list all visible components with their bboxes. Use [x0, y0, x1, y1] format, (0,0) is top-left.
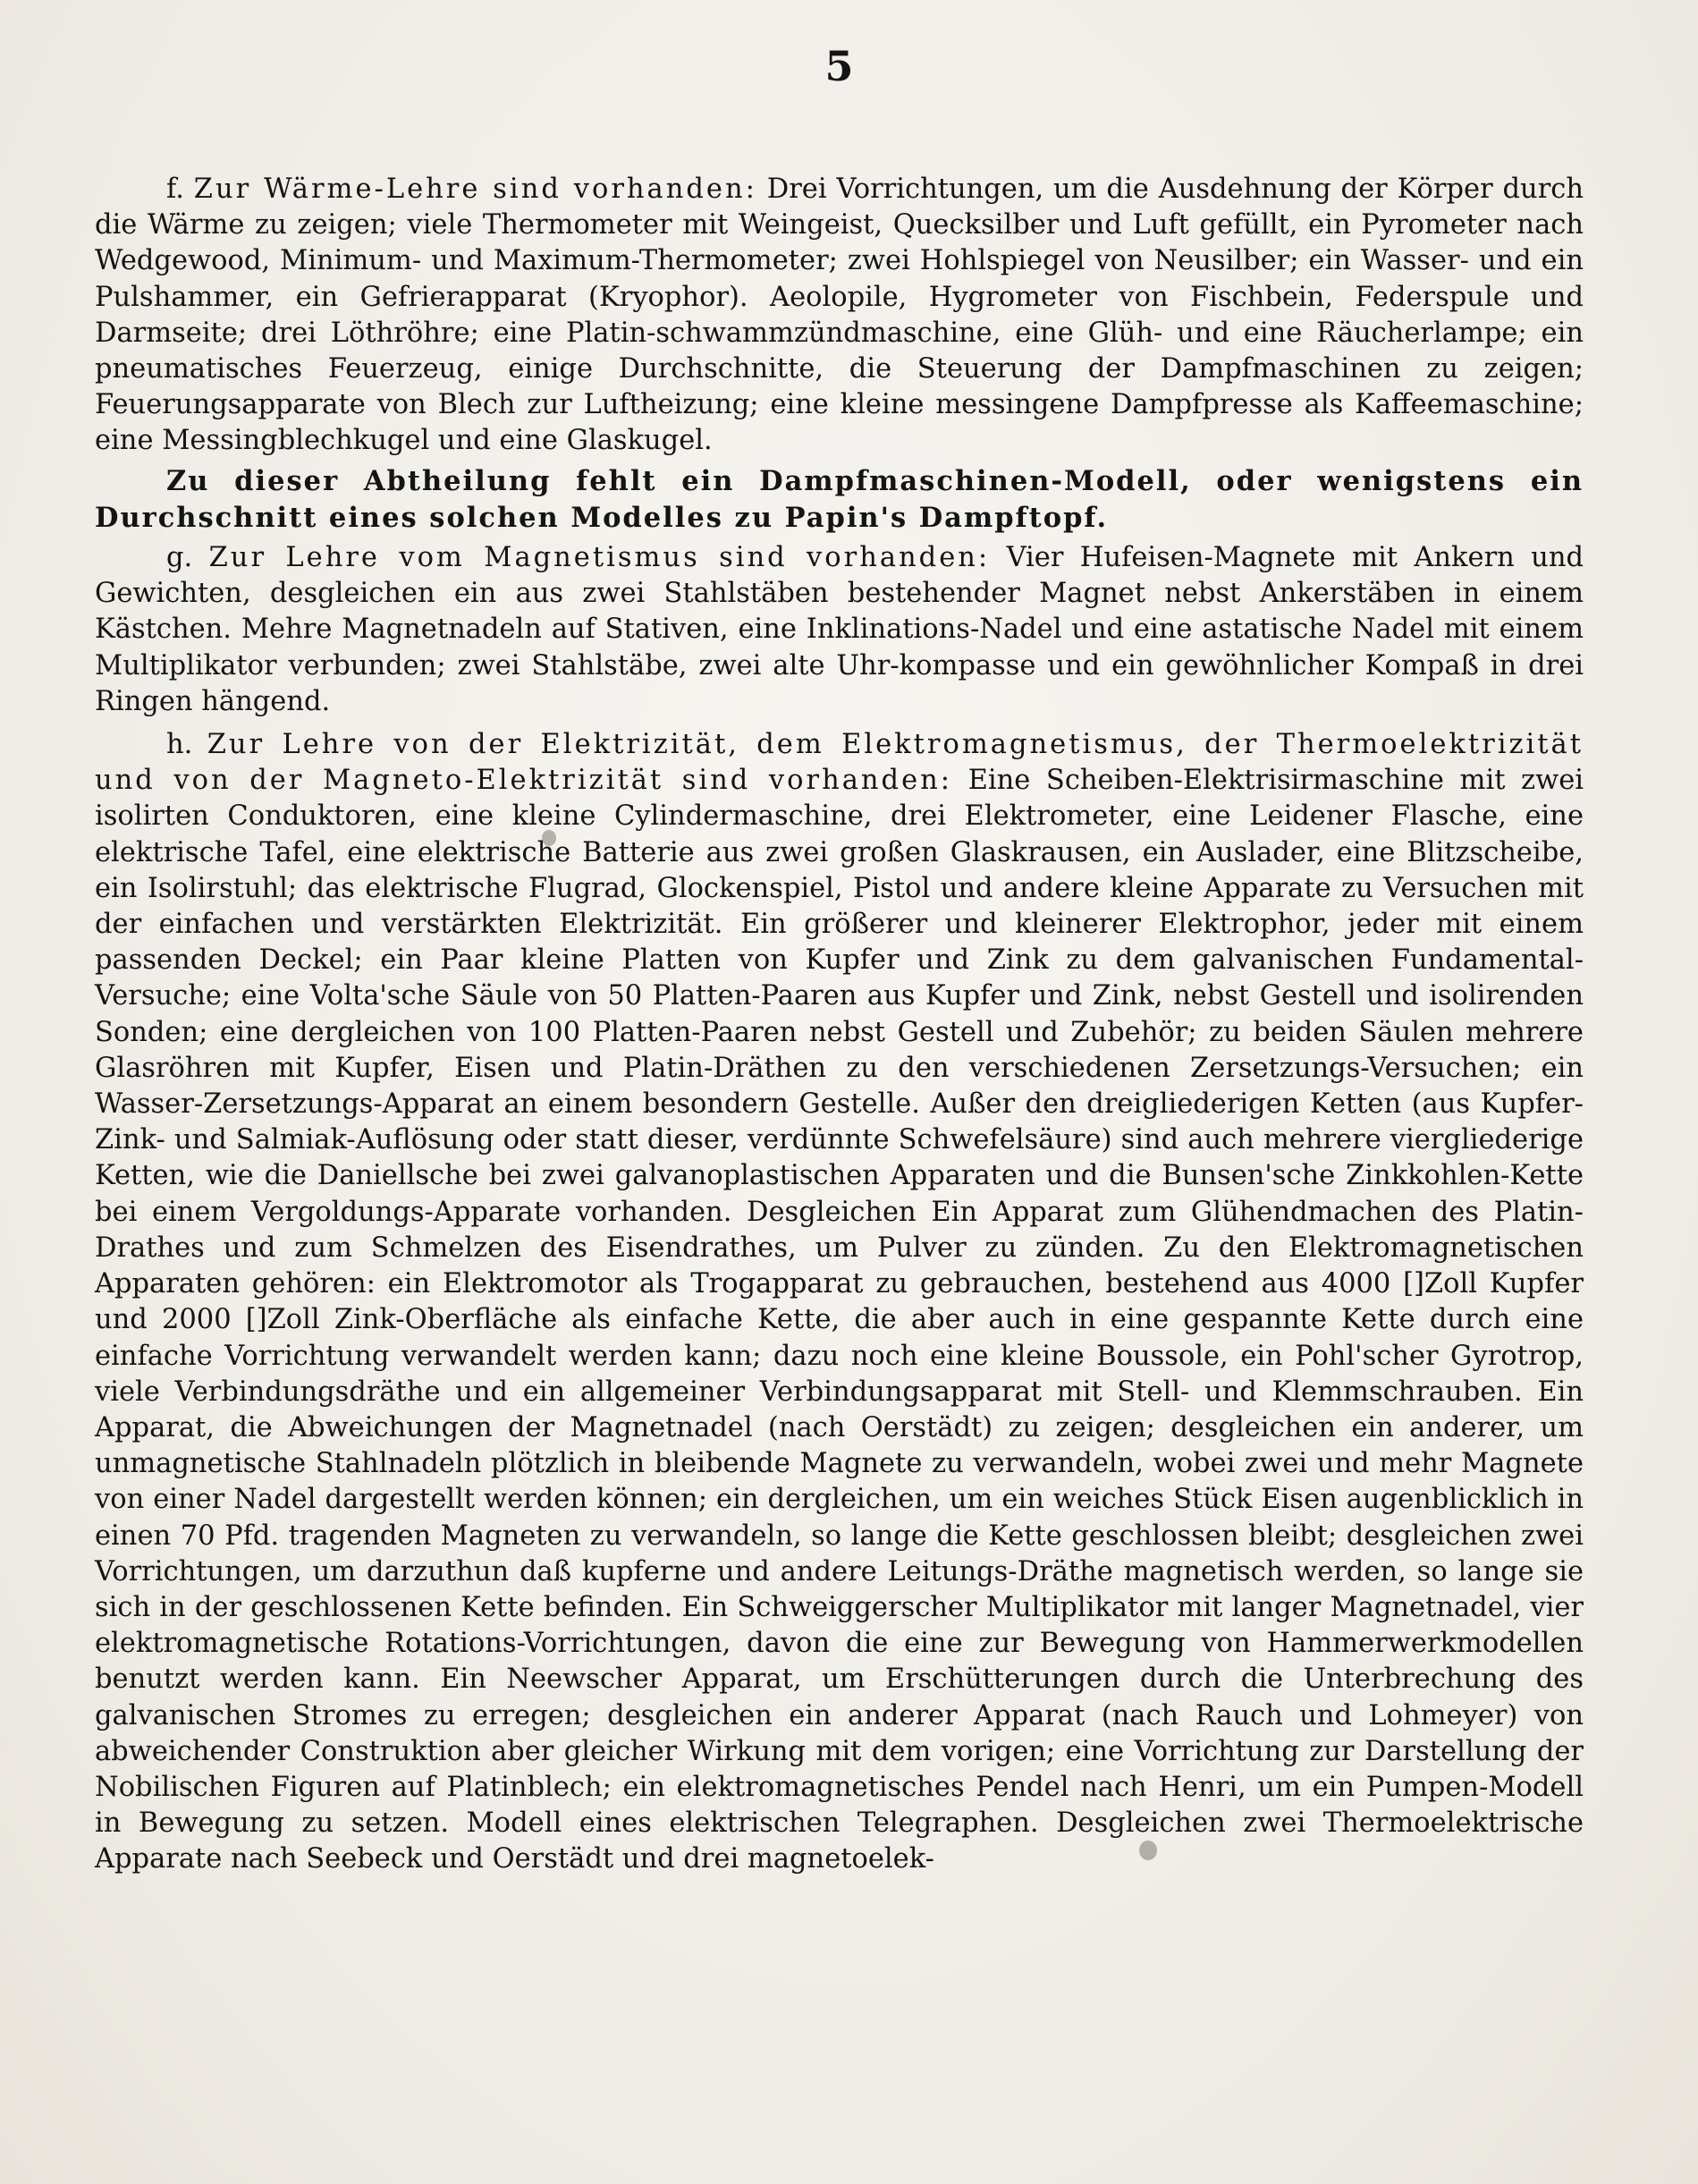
paragraph-lead: Zur Lehre vom Magnetismus sind vorhanden: — [208, 542, 991, 574]
paragraph-body: Vier Hufeisen-Magnete mit Ankern und Gewichten, desgleichen ein aus zwei Stahlstäben bestehender Magnet nebst Ankerstäben in einem Kästchen. Mehre Magnetnadeln auf Stativen, eine Inklinations-Nadel und eine astatische Nadel mit einem Multiplikator verbunden; zwei Stahlstäbe, zwei alte Uhr-kompasse und ein gewöhnlicher Kompaß in drei Ringen hängend. — [95, 542, 1584, 717]
paragraph-lead: Zur Lehre von der Elektrizität, dem Elektromagnetismus, der Thermoelektrizität und von der Magneto-Elektrizität sind vorhanden: — [95, 729, 1584, 797]
paragraph-h — [95, 727, 1584, 1878]
paragraph-body: Zu dieser Abtheilung fehlt ein Dampfmaschinen-Modell, oder wenigstens ein Durchschnitt eines solchen Modelles zu Papin's Dampftopf. — [95, 464, 1584, 534]
paragraph-g — [95, 540, 1584, 720]
paragraph-label: g. — [166, 542, 193, 574]
paragraph-body: Eine Scheiben-Elektrisirmaschine mit zwei isolirten Conduktoren, eine kleine Cylindermaschine, drei Elektrometer, eine Leidener Flasche, eine elektrische Tafel, eine elektrische Batterie aus zwei großen Glaskrausen, ein Auslader, eine Blitzscheibe, ein Isolirstuhl; das elektrische Flugrad, Glockenspiel, Pistol und andere kleine Apparate zu Versuchen mit der einfachen und verstärkten Elektrizität. Ein größerer und kleinerer Elektrophor, jeder mit einem passenden Deckel; ein Paar kleine Platten von Kupfer und Zink zu dem galvanischen Fundamental-Versuche; eine Volta'sche Säule von 50 Platten-Paaren aus Kupfer und Zink, nebst Gestell und isolirenden Sonden; eine dergleichen von 100 Platten-Paaren nebst Gestell und Zubehör; zu beiden Säulen mehrere Glasröhren mit Kupfer, Eisen und Platin-Dräthen zu den verschiedenen Zersetzungs-Versuchen; ein Wasser-Zersetzungs-Apparat an einem besondern Gestelle. Außer den dreigliederigen Ketten (aus Kupfer-Zink- und Salmiak-Auflösung oder statt dieser, verdünnte Schwefelsäure) sind auch mehrere viergliederige Ketten, wie die Daniellsche bei zwei galvanoplastischen Apparaten und die Bunsen'sche Zinkkohlen-Kette bei einem Vergoldungs-Apparate vorhanden. Desgleichen Ein Apparat zum Glühendmachen des Platin-Drathes und zum Schmelzen des Eisendrathes, um Pulver zu zünden. Zu den Elektromagnetischen Apparaten gehören: ein Elektromotor als Trogapparat zu gebrauchen, bestehend aus 4000 []Zoll Kupfer und 2000 []Zoll Zink-Oberfläche als einfache Kette, die aber auch in eine gespannte Kette durch eine einfache Vorrichtung verwandelt werden kann; dazu noch eine kleine Boussole, ein Pohl'scher Gyrotrop, viele Verbindungsdräthe und ein allgemeiner Verbindungsapparat mit Stell- und Klemmschrauben. Ein Apparat, die Abweichungen der Magnetnadel (nach Oerstädt) zu zeigen; desgleichen ein anderer, um unmagnetische Stahlnadeln plötzlich in bleibende Magnete zu verwandeln, wobei zwei und mehr Magnete von einer Nadel dargestellt werden können; ein dergleichen, um ein weiches Stück Eisen augenblicklich in einen 70 Pfd. tragenden Magneten zu verwandeln, so lange die Kette geschlossen bleibt; desgleichen zwei Vorrichtungen, um darzuthun daß kupferne und andere Leitungs-Dräthe magnetisch werden, so lange sie sich in der geschlossenen Kette befinden. Ein Schweiggerscher Multiplikator mit langer Magnetnadel, vier elektromagnetische Rotations-Vorrichtungen, davon die eine zur Bewegung von Hammerwerkmodellen benutzt werden kann. Ein Neewscher Apparat, um Erschütterungen durch die Unterbrechung des galvanischen Stromes zu erregen; desgleichen ein anderer Apparat (nach Rauch und Lohmeyer) von abweichender Construktion aber gleicher Wirkung mit dem vorigen; eine Vorrichtung zur Darstellung der Nobilischen Figuren auf Platinblech; ein elektromagnetisches Pendel nach Henri, um ein Pumpen-Modell in Bewegung zu setzen. Modell eines elektrischen Telegraphen. Desgleichen zwei Thermoelektrische Apparate nach Seebeck und Oerstädt und drei magnetoelek- — [95, 765, 1584, 1875]
paragraph-f-note — [95, 463, 1584, 537]
paragraph-f — [95, 172, 1584, 460]
paragraph-label: h. — [166, 729, 193, 761]
paragraph-lead: Zur Wärme-Lehre sind vorhanden: — [193, 174, 757, 205]
page-number: 5 — [824, 42, 854, 90]
paragraph-body: Drei Vorrichtungen, um die Ausdehnung der Körper durch die Wärme zu zeigen; viele Thermometer mit Weingeist, Quecksilber und Luft gefüllt, ein Pyrometer nach Wedgewood, Minimum- und Maximum-Thermometer; zwei Hohlspiegel von Neusilber; ein Wasser- und ein Pulshammer, ein Gefrierapparat (Kryophor). Aeolopile, Hygrometer von Fischbein, Federspule und Darmseite; drei Löthröhre; eine Platin-schwammzündmaschine, eine Glüh- und eine Räucherlampe; ein pneumatisches Feuerzeug, einige Durchschnitte, die Steuerung der Dampfmaschinen zu zeigen; Feuerungsapparate von Blech zur Luftheizung; eine kleine messingene Dampfpresse als Kaffeemaschine; eine Messingblechkugel und eine Glaskugel. — [95, 174, 1584, 457]
paragraph-label: f. — [166, 174, 184, 205]
